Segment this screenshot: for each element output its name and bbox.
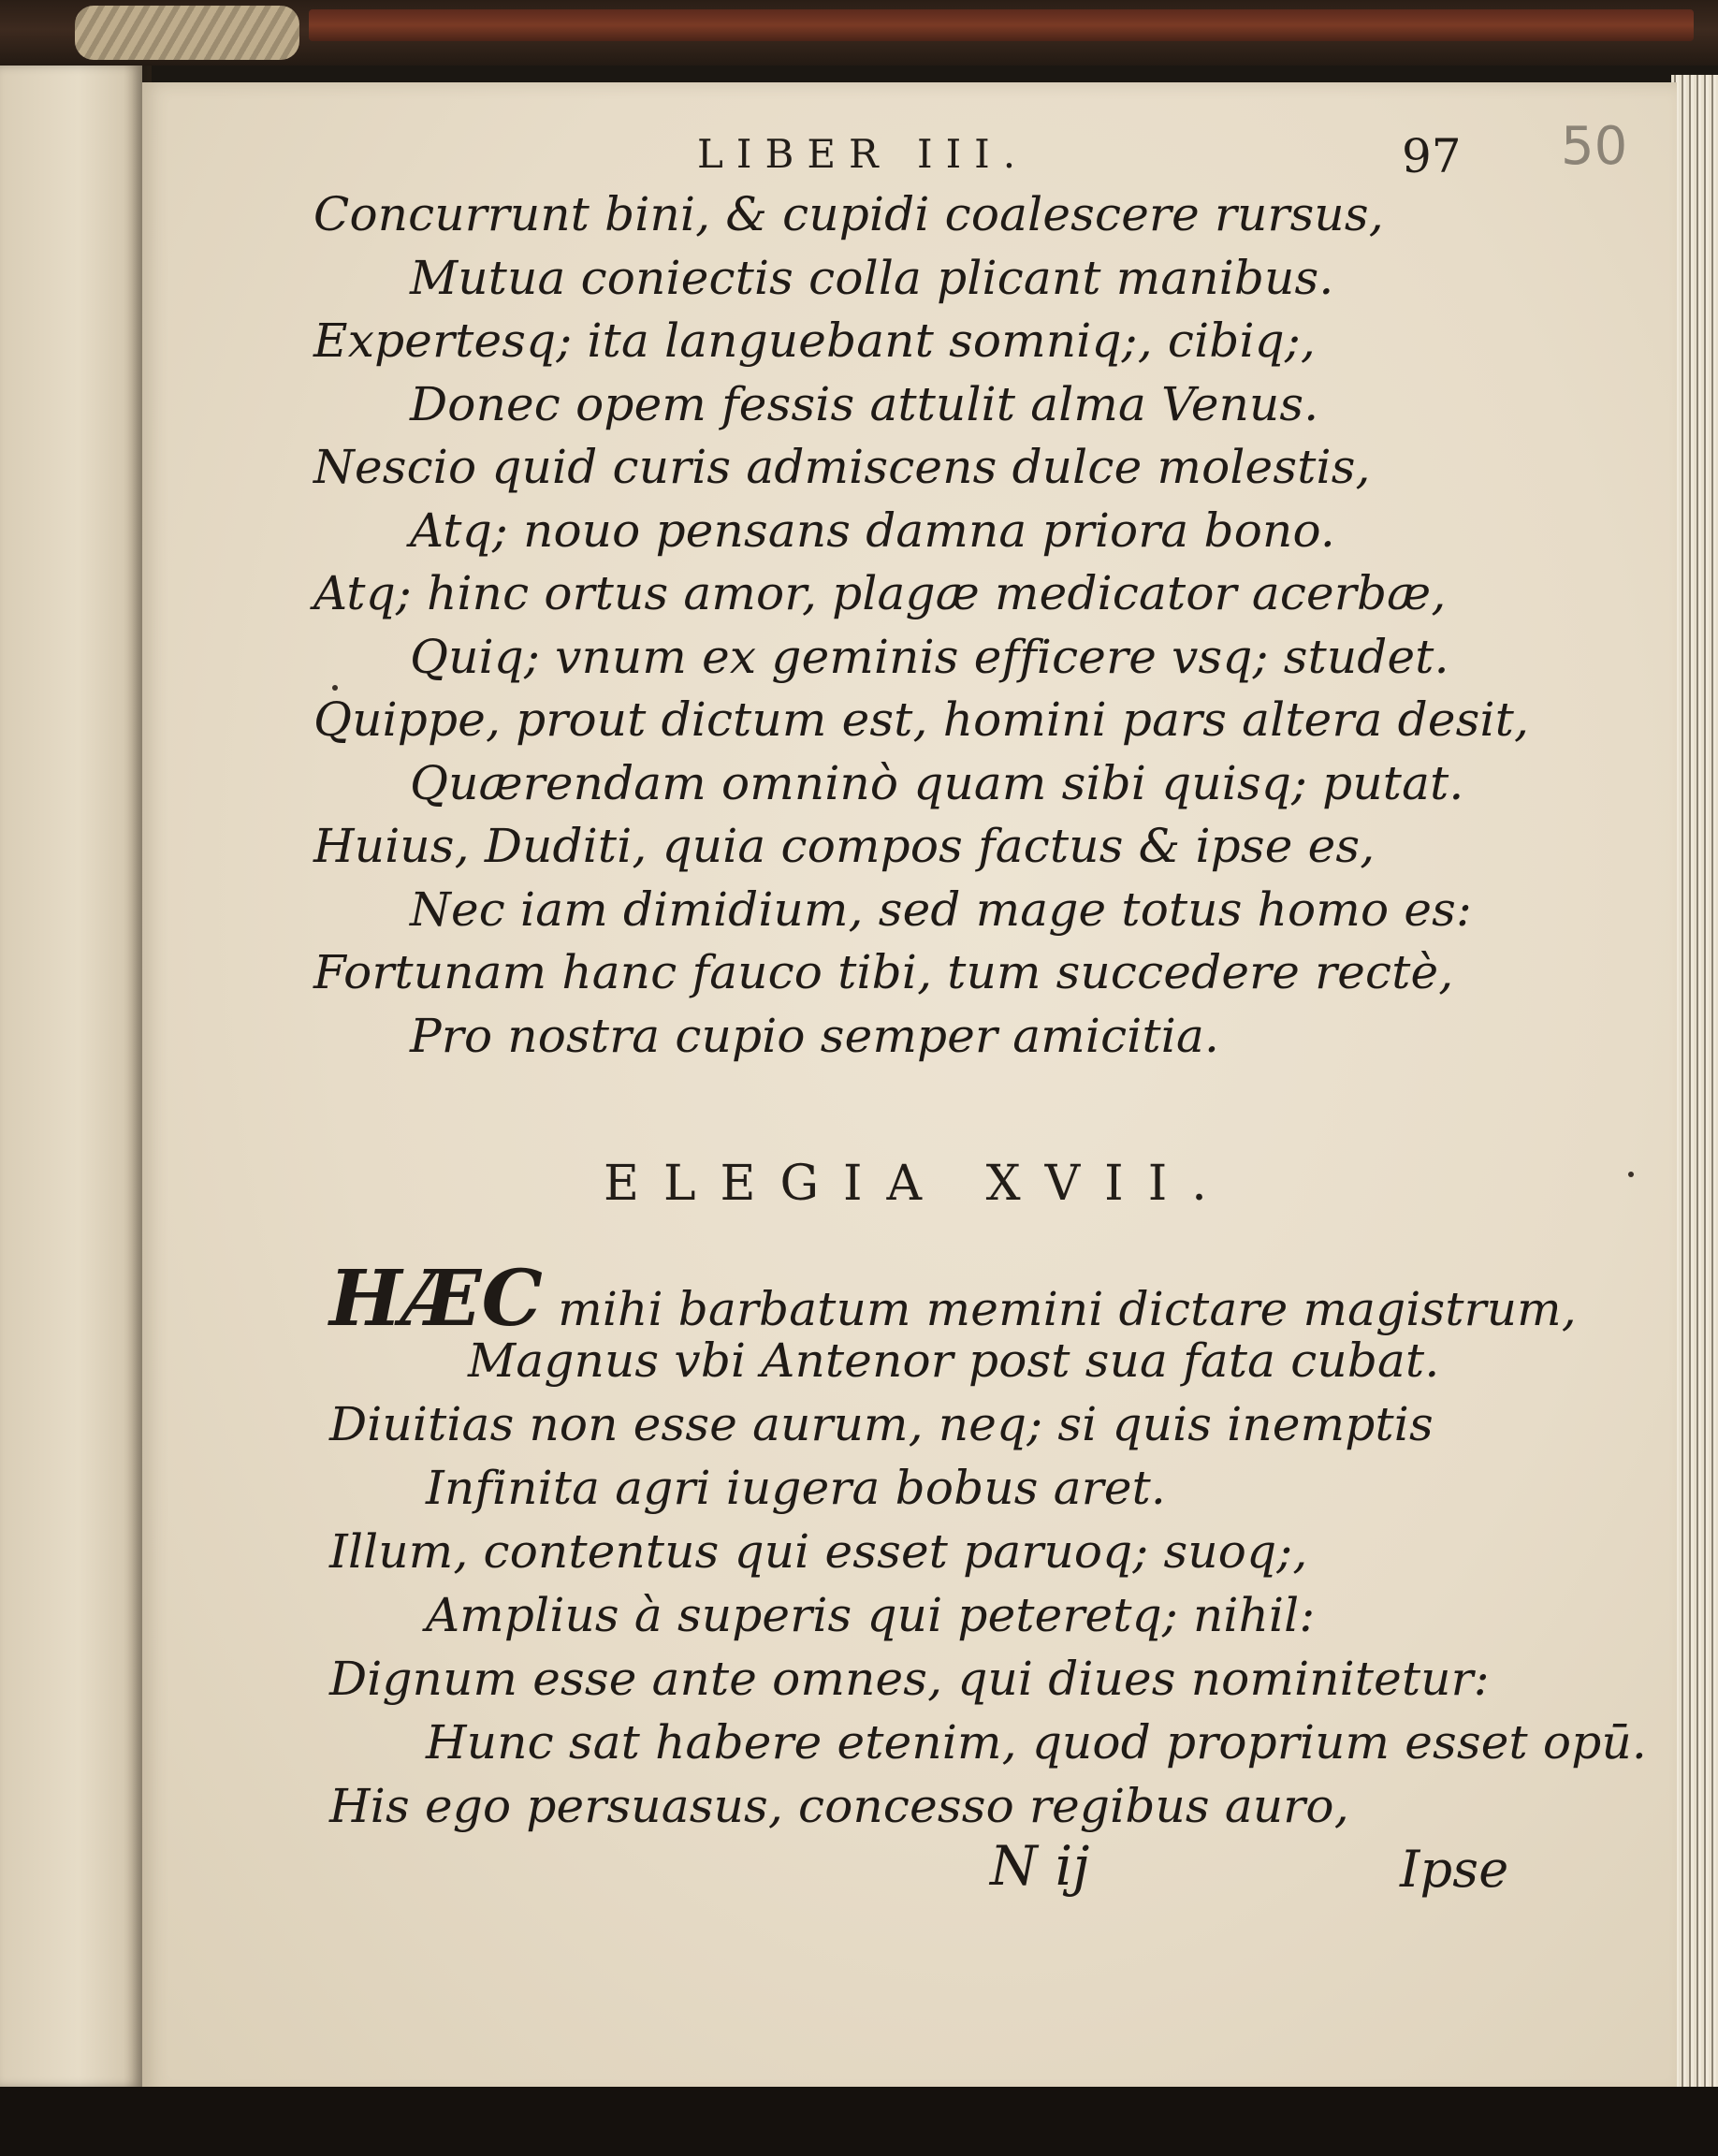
verse-line: Quiq; vnum ex geminis efficere vsq; studet. [410, 630, 1449, 684]
verse-line: Nescio quid curis admiscens dulce molestis, [313, 440, 1371, 494]
running-head-title: LIBER III. [697, 131, 1029, 177]
verse-line: Atq; hinc ortus amor, plagæ medicator acerbæ, [313, 566, 1447, 620]
drop-cap: HÆC [329, 1254, 544, 1344]
verse-line: Diuitias non esse aurum, neq; si quis inemptis [329, 1397, 1434, 1451]
verse-line: Atq; nouo pensans damna priora bono. [410, 503, 1335, 558]
binding-spine [309, 9, 1694, 41]
verse-line-first [329, 1254, 1577, 1344]
verse-line: Dignum esse ante omnes, qui diues nominitetur: [329, 1652, 1490, 1706]
verse-line: Donec opem fessis attulit alma Venus. [410, 377, 1319, 431]
verse-line: Illum, contentus qui esset paruoq; suoq;, [329, 1524, 1308, 1579]
ink-speck [332, 685, 338, 691]
verse-line: Huius, Duditi, quia compos factus & ipse es, [313, 819, 1376, 873]
pencil-folio-number: 50 [1561, 116, 1628, 177]
verse-line: Mutua coniectis colla plicant manibus. [410, 251, 1334, 305]
page-block-edges [1671, 75, 1718, 2096]
verse-line: Nec iam dimidium, sed mage totus homo es: [410, 882, 1473, 937]
catchword: Ipse [1400, 1840, 1509, 1899]
verse-line: Infinita agri iugera bobus aret. [426, 1461, 1166, 1515]
signature-mark: N ij [990, 1834, 1090, 1898]
book-binding [0, 0, 1718, 66]
binding-cord [75, 6, 299, 60]
verse-line: Quippe, prout dictum est, homini pars altera desit, [313, 692, 1530, 747]
elegy-heading: ELEGIA XVII. [604, 1156, 1231, 1212]
verse-line: Fortunam hanc fauco tibi, tum succedere rectè, [313, 945, 1454, 999]
verse-line: Quærendam omninò quam sibi quisq; putat. [410, 756, 1464, 810]
facing-page-edge [0, 66, 142, 2087]
verse-line: His ego persuasus, concesso regibus auro, [329, 1779, 1349, 1833]
verse-line: Hunc sat habere etenim, quod proprium esset opū. [426, 1715, 1647, 1770]
verse-line: Concurrunt bini, & cupidi coalescere rursus, [313, 187, 1384, 241]
background-bottom [0, 2087, 1718, 2156]
verse-line: Expertesq; ita languebant somniq;, cibiq;, [313, 313, 1317, 368]
first-line-text: mihi barbatum memini dictare magistrum, [543, 1282, 1577, 1336]
ink-speck [1628, 1172, 1634, 1177]
page-number: 97 [1402, 129, 1462, 183]
verse-line: Amplius à superis qui peteretq; nihil: [426, 1588, 1316, 1642]
verse-line: Pro nostra cupio semper amicitia. [410, 1009, 1220, 1063]
verse-line: Magnus vbi Antenor post sua fata cubat. [468, 1333, 1440, 1388]
